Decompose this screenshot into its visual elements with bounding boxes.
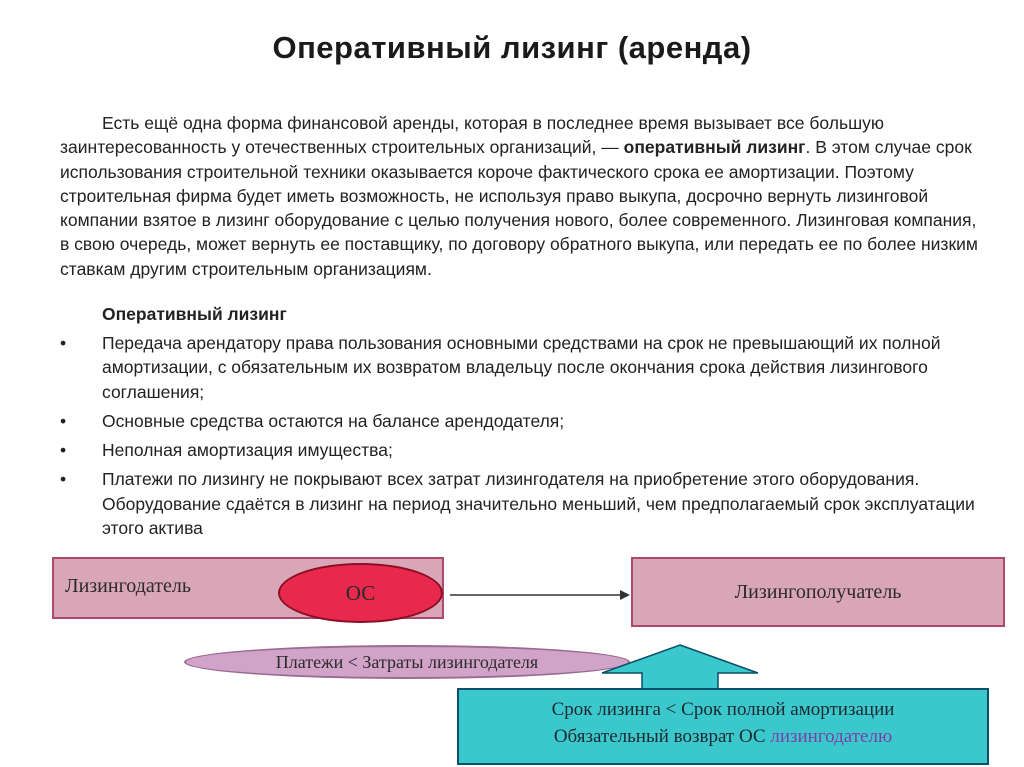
- lessor-label: Лизингодатель: [65, 575, 191, 597]
- slide-title: Оперативный лизинг (аренда): [272, 30, 752, 65]
- list-item: [60, 438, 990, 462]
- bullet-text: Неполная амортизация имущества;: [102, 440, 393, 461]
- return-target: лизингодателю: [770, 726, 893, 747]
- conditions-box: [457, 688, 989, 765]
- list-item: [60, 467, 990, 540]
- return-line: [459, 723, 987, 750]
- bullet-list: [60, 331, 990, 545]
- payments-oval: Платежи < Затраты лизингодателя: [184, 645, 630, 679]
- lessee-box: Лизингополучатель: [631, 557, 1005, 627]
- section-subtitle: Оперативный лизинг: [102, 304, 287, 324]
- bullet-text: Передача арендатору права пользования основными средствами на срок не превышающий их полной амортизации, с обязательным их возвратом владельцу после окончания срока действия лизингового соглашения;: [102, 333, 941, 402]
- asset-oval: ОС: [278, 563, 443, 623]
- bullet-marker: •: [60, 410, 67, 431]
- paragraph-bold-term: оперативный лизинг: [623, 137, 806, 158]
- return-prefix: Обязательный возврат ОС: [553, 726, 771, 747]
- paragraph-text-after: . В этом случае срок использования строительной техники оказывается короче фактического срока ее амортизации. Поэтому строительная фирма будет иметь возможность, не используя право выкупа, досрочно вернуть лизинговой компании взятое в лизинг оборудование с целью получения нового, более современного. Лизинговая компания, в свою очередь, может вернуть ее поставщику, по договору обратного выкупа, или передать ее по более низким ставкам другим строительным организациям.: [60, 137, 978, 279]
- list-item: [60, 409, 990, 433]
- bullet-text: Платежи по лизингу не покрывают всех затрат лизингодателя на приобретение этого оборудования. Оборудование сдаётся в лизинг на период значительно меньший, чем предполагаемый срок эксплуатации этого актива: [102, 469, 975, 539]
- bullet-marker: •: [60, 469, 67, 490]
- intro-paragraph: [60, 111, 990, 281]
- list-item: [60, 331, 990, 404]
- paragraph-text-before: Есть ещё одна форма финансовой аренды, которая в последнее время вызывает все большую заинтересованность у отечественных строительных организаций, —: [60, 113, 884, 158]
- bullet-marker: •: [60, 440, 67, 461]
- term-line: Срок лизинга < Срок полной амортизации: [551, 699, 895, 720]
- bullet-marker: •: [60, 333, 67, 353]
- bullet-text: Основные средства остаются на балансе арендодателя;: [102, 410, 565, 431]
- up-arrow-icon: [600, 643, 760, 693]
- transfer-arrow-icon: [450, 585, 632, 605]
